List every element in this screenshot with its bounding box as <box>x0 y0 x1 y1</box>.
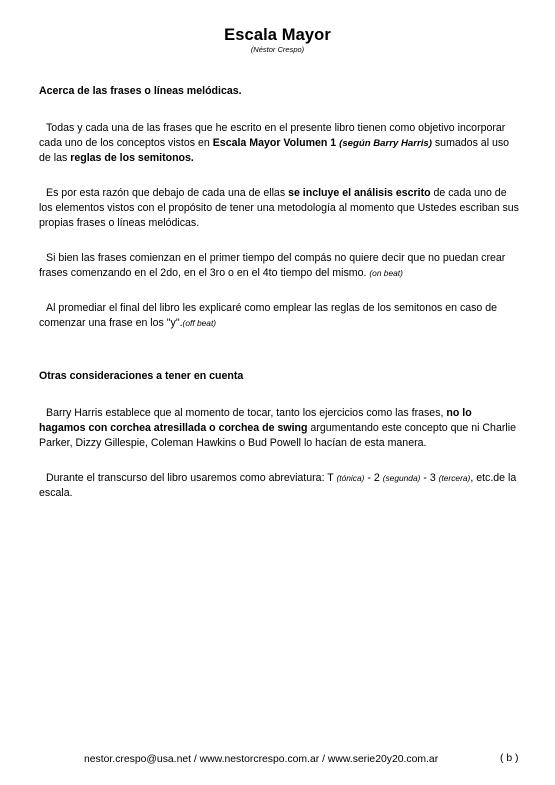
paragraph-text: - 2 <box>364 472 383 484</box>
footer-contact: nestor.crespo@usa.net / www.nestorcrespo.com.ar / www.serie20y20.com.ar <box>84 754 439 765</box>
section-heading-consideraciones: Otras consideraciones a tener en cuenta <box>39 370 244 382</box>
paragraph-text: de cada uno de los elementos vistos con el propósito de tener una metodología al momento que Ustedes escriban sus propias frases o líneas melódicas. <box>39 187 519 229</box>
paragraph-text: Barry Harris establece que al momento de tocar, tanto los ejercicios como las frases, <box>46 407 447 419</box>
paragraph-text: - 3 <box>420 472 439 484</box>
italic-note: (on beat) <box>369 268 403 278</box>
paragraph-text: , etc.de la escala. <box>39 472 517 499</box>
paragraph-objetivo <box>39 121 521 166</box>
paragraph-off-beat <box>39 301 521 331</box>
italic-note: (off beat) <box>182 318 217 328</box>
paragraph-text: argumentando este concepto que ni Charlie Parker, Dizzy Gillespie, Coleman Hawkins o Bud Powell lo hacían de esta manera. <box>39 422 516 449</box>
paragraph-text: Es por esta razón que debajo de cada una de ellas <box>46 187 289 199</box>
page-number: ( b ) <box>500 753 519 764</box>
paragraph-analisis <box>39 186 521 231</box>
paragraph-text: Todas y cada una de las frases que he escrito en el presente libro tienen como objetivo incorporar cada uno de los conceptos vistos en <box>39 122 506 149</box>
paragraph-text: Si bien las frases comienzan en el primer tiempo del compás no quiere decir que no puedan crear frases comenzando en el 2do, en el 3ro o en el 4to tiempo del mismo. <box>39 252 506 279</box>
italic-note: (segunda) <box>382 473 421 483</box>
main-content <box>39 84 521 501</box>
bold-text: se incluye el análisis escrito <box>288 187 431 199</box>
paragraph-on-beat <box>39 251 521 281</box>
paragraph-text: Durante el transcurso del libro usaremos como abreviatura: T <box>46 472 337 484</box>
italic-note: (tónica) <box>336 473 365 483</box>
paragraph-abreviatura <box>39 471 521 501</box>
italic-note: (tercera) <box>438 473 471 483</box>
section-heading-frases: Acerca de las frases o líneas melódicas. <box>39 85 242 97</box>
bold-text: no lo hagamos con corchea atresillada o corchea de swing <box>39 407 472 434</box>
bold-italic-text: (según Barry Harris) <box>339 138 432 149</box>
paragraph-barry-harris <box>39 406 521 451</box>
page-title: Escala Mayor <box>224 26 331 44</box>
paragraph-text: sumados al uso de las <box>39 137 510 164</box>
author-name: (Néstor Crespo) <box>250 45 305 54</box>
bold-text: reglas de los semitonos. <box>70 152 194 164</box>
paragraph-text: Al promediar el final del libro les explicaré como emplear las reglas de los semitonos en caso de comenzar una frase en los "y". <box>39 302 498 329</box>
bold-text: Escala Mayor Volumen 1 <box>212 137 337 149</box>
